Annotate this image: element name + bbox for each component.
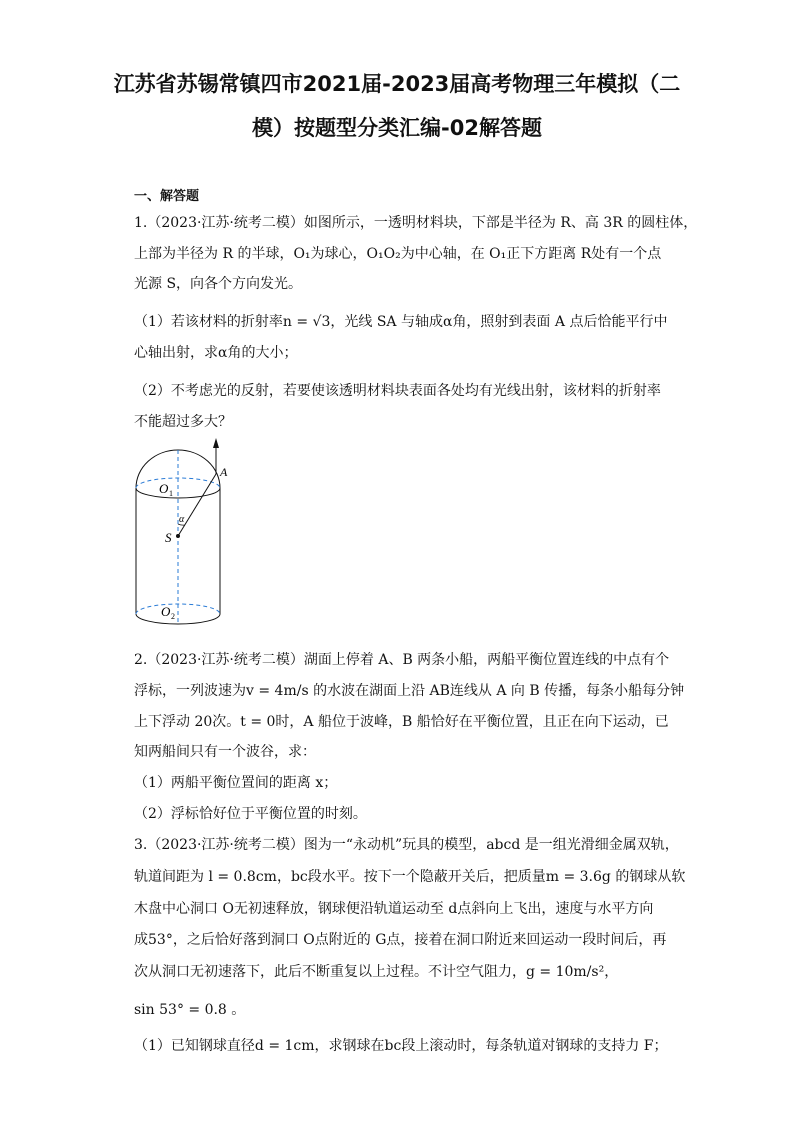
q3-line-7: （1）已知钢球直径d = 1cm，求钢球在bc段上滚动时，每条轨道对钢球的支持力 F； xyxy=(134,1038,668,1054)
q1-line-2: 上部为半径为 R 的半球，O₁为球心，O₁O₂为中心轴，在 O₁正下方距离 R处有一个点 xyxy=(134,246,662,262)
q2-line-2: 浮标，一列波速为v = 4m/s 的水波在湖面上沿 AB连线从 A 向 B 传播，每条小船每分钟 xyxy=(134,683,685,699)
q1-line-7: 不能超过多大？ xyxy=(134,414,232,430)
q2-line-1: 2.（2023·江苏·统考二模）湖面上停着 A、B 两条小船，两船平衡位置连线的中点有个 xyxy=(134,652,670,668)
q3-line-3: 木盘中心洞口 O无初速释放，钢球便沿轨道运动至 d点斜向上飞出，速度与水平方向 xyxy=(134,901,654,917)
q1-line-1: 1.（2023·江苏·统考二模）如图所示，一透明材料块，下部是半径为 R、高 3R 的圆柱体， xyxy=(134,215,698,231)
q3-line-5: 次从洞口无初速落下，此后不断重复以上过程。不计空气阻力，g = 10m/s²， xyxy=(134,964,619,980)
q3-line-6: sin 53° = 0.8 。 xyxy=(134,1002,246,1018)
title-line-1: 江苏省苏锡常镇四市2021届-2023届高考物理三年模拟（二 xyxy=(113,72,681,96)
label-alpha: α xyxy=(179,514,185,525)
label-o1-sub: 1 xyxy=(169,489,173,498)
label-o2-sub: 2 xyxy=(171,612,175,621)
q2-line-6: （2）浮标恰好位于平衡位置的时刻。 xyxy=(134,806,367,822)
q3-line-2: 轨道间距为 l = 0.8cm，bc段水平。按下一个隐蔽开关后，把质量m = 3.6g 的钢球从软 xyxy=(134,869,686,885)
exit-arrow-icon xyxy=(213,438,219,448)
title-line-2: 模）按题型分类汇编-02解答题 xyxy=(252,116,542,140)
ray-sa xyxy=(178,474,216,536)
page-title xyxy=(60,62,734,150)
hemisphere-outline xyxy=(136,450,220,488)
q1-line-5: 心轴出射，求α角的大小； xyxy=(134,345,298,361)
q1-line-6: （2）不考虑光的反射，若要使该透明材料块表面各处均有光线出射，该材料的折射率 xyxy=(134,383,661,399)
q2-line-5: （1）两船平衡位置间的距离 x； xyxy=(134,775,338,791)
label-o2: O xyxy=(161,604,171,619)
q3-line-4: 成53°，之后恰好落到洞口 O点附近的 G点，接着在洞口附近来回运动一段时间后，再 xyxy=(134,932,667,948)
label-o1: O xyxy=(159,481,169,496)
label-a: A xyxy=(220,465,228,479)
cylinder-hemisphere-figure xyxy=(128,436,248,646)
q2-line-3: 上下浮动 20次。t = 0时，A 船位于波峰，B 船恰好在平衡位置，且正在向下运动，已 xyxy=(134,714,669,730)
q3-line-1: 3.（2023·江苏·统考二模）图为一“永动机”玩具的模型，abcd 是一组光滑细金属双轨， xyxy=(134,837,679,853)
section-heading: 一、解答题 xyxy=(134,189,200,204)
q1-line-4: （1）若该材料的折射率n = √3，光线 SA 与轴成α角，照射到表面 A 点后恰能平行中 xyxy=(134,314,668,330)
label-s: S xyxy=(165,530,172,545)
source-point-s xyxy=(176,534,180,538)
q1-line-3: 光源 S，向各个方向发光。 xyxy=(134,276,303,292)
q2-line-4: 知两船间只有一个波谷，求： xyxy=(134,744,316,760)
